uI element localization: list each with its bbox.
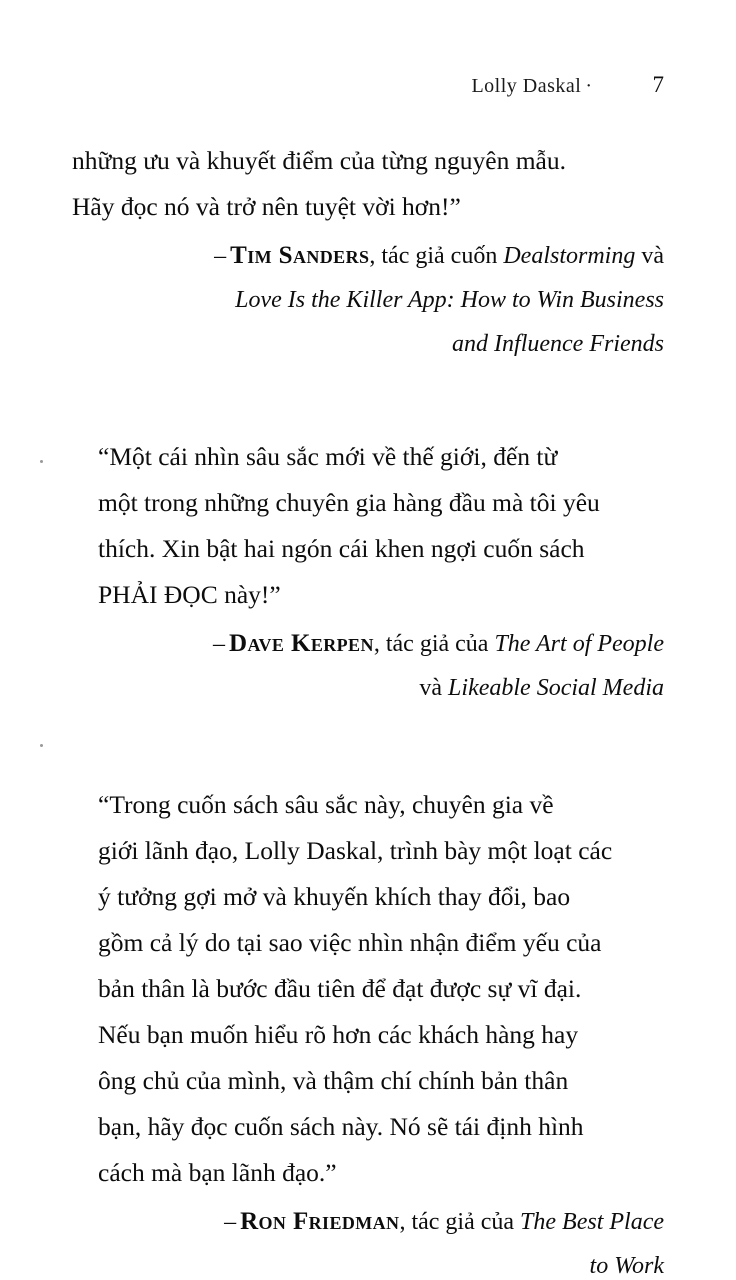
- attribution-name: Ron Friedman: [240, 1208, 400, 1235]
- quote-line: PHẢI ĐỌC này!”: [98, 580, 281, 609]
- quote-line: bạn, hãy đọc cuốn sách này. Nó sẽ tái định hình: [98, 1112, 584, 1141]
- page-content: [72, 138, 664, 1280]
- attribution-role: , tác giả của: [399, 1209, 521, 1235]
- quote-line: Hãy đọc nó và trở nên tuyệt vời hơn!”: [72, 192, 461, 221]
- quote-block: [72, 434, 664, 710]
- quote-attribution: [72, 1200, 664, 1280]
- attribution-dash: –: [213, 631, 225, 657]
- quote-line: “Một cái nhìn sâu sắc mới về thế giới, đến từ: [98, 442, 558, 471]
- section-gap: [72, 376, 664, 434]
- quote-line: “Trong cuốn sách sâu sắc này, chuyên gia về: [98, 790, 554, 819]
- attribution-work: The Art of People: [494, 631, 664, 657]
- attribution-work: Dealstorming: [503, 243, 636, 269]
- attribution-role: , tác giả cuốn: [369, 243, 504, 269]
- attribution-name: Dave Kerpen: [229, 630, 374, 657]
- running-head: [72, 72, 664, 98]
- attribution-work: The Best Place: [520, 1209, 664, 1235]
- attribution-line: and Influence Friends: [452, 331, 664, 357]
- attribution-dash: –: [214, 243, 227, 269]
- quote-attribution: [72, 622, 664, 710]
- quote-line: những ưu và khuyết điểm của từng nguyên mẫu.: [72, 146, 566, 175]
- quote-line: ông chủ của mình, và thậm chí chính bản thân: [98, 1066, 569, 1095]
- attribution-dash: –: [224, 1209, 237, 1235]
- quote-line: Nếu bạn muốn hiểu rõ hơn các khách hàng hay: [98, 1020, 579, 1049]
- page-number: 7: [652, 72, 664, 97]
- quote-line: cách mà bạn lãnh đạo.”: [98, 1158, 337, 1187]
- attribution-name: Tim Sanders: [230, 242, 370, 269]
- attribution-line: [72, 234, 664, 278]
- quote-line: giới lãnh đạo, Lolly Daskal, trình bày một loạt các: [98, 836, 613, 865]
- quote-block: [72, 138, 664, 366]
- attribution-line: [72, 666, 664, 710]
- attribution-line: [72, 622, 664, 666]
- page-speck: [40, 744, 43, 747]
- attribution-line: Love Is the Killer App: How to Win Business: [235, 287, 664, 313]
- attribution-work: Likeable Social Media: [448, 675, 664, 701]
- attribution-line: [72, 1200, 664, 1244]
- quote-line: ý tưởng gợi mở và khuyến khích thay đổi, bao: [98, 882, 571, 911]
- quote-text: [72, 782, 664, 1196]
- quote-text: [72, 434, 664, 618]
- quote-line: một trong những chuyên gia hàng đầu mà tôi yêu: [98, 488, 600, 517]
- quote-line: bản thân là bước đầu tiên để đạt được sự vĩ đại.: [98, 974, 582, 1003]
- attribution-conjunction: và: [419, 675, 449, 701]
- quote-attribution: [72, 234, 664, 366]
- quote-line: thích. Xin bật hai ngón cái khen ngợi cuốn sách: [98, 534, 585, 563]
- section-gap: [72, 720, 664, 782]
- attribution-line: to Work: [589, 1253, 664, 1279]
- attribution-role: , tác giả của: [373, 631, 495, 657]
- running-head-author: Lolly Daskal: [471, 75, 582, 97]
- quote-block: [72, 782, 664, 1280]
- quote-line: gồm cả lý do tại sao việc nhìn nhận điểm yếu của: [98, 928, 602, 957]
- quote-text: [72, 138, 664, 230]
- page-speck: [40, 460, 43, 463]
- running-head-separator: ·: [585, 75, 592, 97]
- attribution-conjunction: và: [635, 243, 664, 269]
